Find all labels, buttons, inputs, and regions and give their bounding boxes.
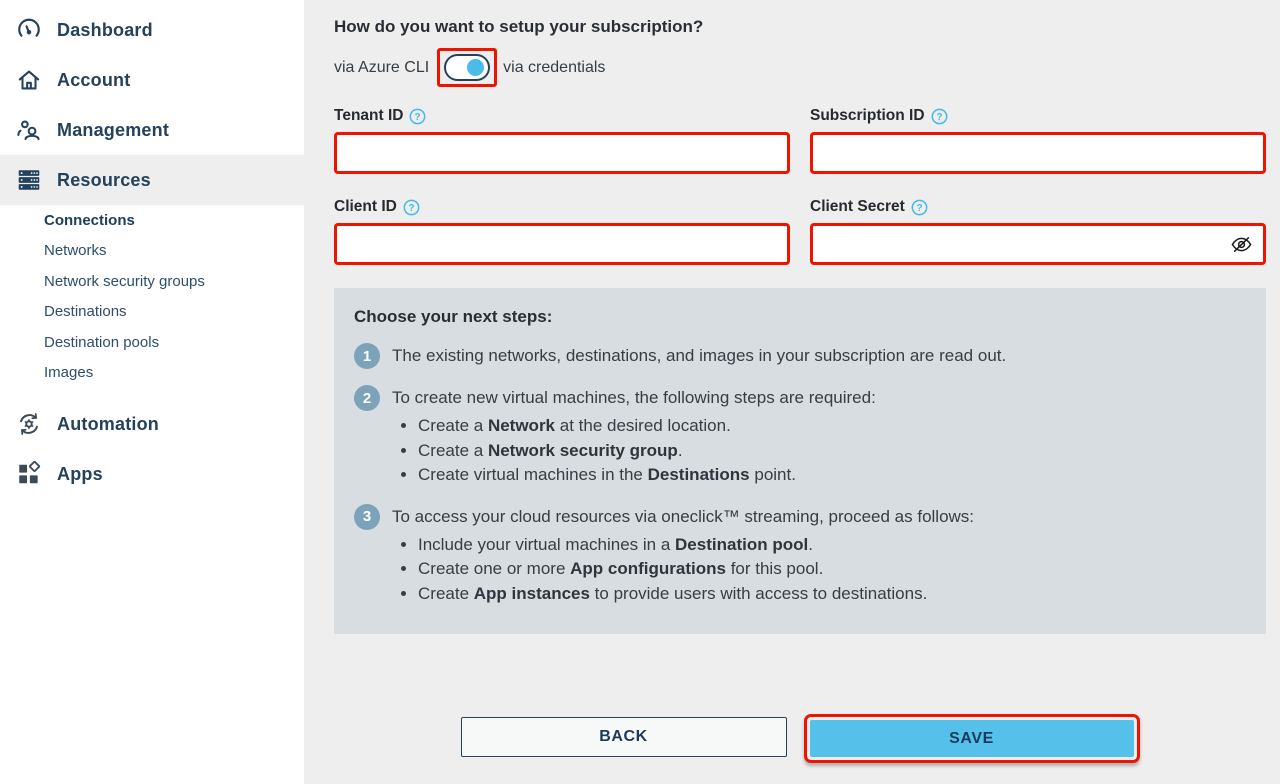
apps-grid-icon bbox=[15, 460, 43, 488]
step-2-body bbox=[392, 385, 876, 488]
sidebar-subitem-networks[interactable]: Networks bbox=[44, 242, 107, 260]
svg-text:?: ? bbox=[414, 111, 421, 123]
subscription-id-field bbox=[810, 107, 1266, 174]
step-number-badge: 2 bbox=[354, 385, 380, 411]
sidebar-nav bbox=[0, 5, 304, 499]
step-2 bbox=[354, 385, 1246, 488]
steps-title: Choose your next steps: bbox=[354, 307, 553, 326]
step-bullet-item: • Include your virtual machines in a Destination pool. bbox=[418, 533, 974, 558]
sidebar-subitem-network-security-groups[interactable]: Network security groups bbox=[44, 272, 205, 290]
steps-list bbox=[354, 343, 1246, 606]
step-1-lead: The existing networks, destinations, and images in your subscription are read out. bbox=[392, 346, 1007, 365]
sidebar-subitem-destinations[interactable]: Destinations bbox=[44, 303, 127, 321]
eye-slash-icon[interactable] bbox=[1229, 232, 1253, 256]
client-secret-input-wrap bbox=[810, 223, 1266, 265]
field-label-text: Subscription ID bbox=[810, 107, 925, 124]
subscription-id-input-wrap bbox=[810, 132, 1266, 174]
gauge-icon bbox=[15, 16, 43, 44]
step-bullet-item: • Create virtual machines in the Destinations point. bbox=[418, 463, 876, 488]
sidebar-item-account[interactable] bbox=[0, 55, 304, 105]
step-bullet-item: • Create a Network at the desired location. bbox=[418, 414, 876, 439]
sidebar-item-resources[interactable] bbox=[0, 155, 304, 205]
next-steps-box bbox=[334, 288, 1266, 634]
save-button[interactable]: SAVE bbox=[810, 720, 1134, 757]
sidebar-item-label: Apps bbox=[57, 463, 103, 484]
client-secret-field bbox=[810, 198, 1266, 265]
question-circle-icon[interactable] bbox=[409, 108, 426, 125]
step-3-bullets bbox=[400, 533, 974, 607]
question-circle-icon[interactable] bbox=[403, 199, 420, 216]
setup-mode-toggle-row bbox=[334, 48, 1266, 87]
highlight-box-toggle bbox=[437, 48, 497, 87]
field-label-text: Tenant ID bbox=[334, 107, 404, 124]
step-1 bbox=[354, 343, 1246, 369]
client-id-label bbox=[334, 198, 790, 216]
tenant-id-input[interactable] bbox=[334, 132, 790, 174]
svg-text:?: ? bbox=[936, 111, 943, 123]
field-label-text: Client ID bbox=[334, 198, 397, 215]
step-bullet-item: • Create a Network security group. bbox=[418, 439, 876, 464]
sidebar-subitem-connections[interactable]: Connections bbox=[44, 211, 135, 229]
sidebar-item-label: Dashboard bbox=[57, 19, 153, 40]
sidebar-item-label: Management bbox=[57, 119, 170, 140]
sidebar-item-label: Resources bbox=[57, 169, 151, 190]
main-content bbox=[304, 0, 1280, 784]
sidebar-item-automation[interactable] bbox=[0, 399, 304, 449]
toggle-left-label: via Azure CLI bbox=[334, 58, 430, 76]
client-id-input[interactable] bbox=[334, 223, 790, 265]
step-2-bullets bbox=[400, 414, 876, 488]
step-2-lead: To create new virtual machines, the following steps are required: bbox=[392, 388, 876, 407]
sidebar-item-dashboard[interactable] bbox=[0, 5, 304, 55]
sidebar-item-management[interactable] bbox=[0, 105, 304, 155]
sidebar-item-label: Account bbox=[57, 69, 131, 90]
tenant-id-field bbox=[334, 107, 790, 174]
server-rack-icon bbox=[15, 166, 43, 194]
question-circle-icon[interactable] bbox=[911, 199, 928, 216]
credentials-form bbox=[334, 107, 1266, 265]
step-bullet-item: • Create one or more App configurations for this pool. bbox=[418, 557, 974, 582]
setup-question: How do you want to setup your subscription? bbox=[334, 17, 704, 36]
field-label-text: Client Secret bbox=[810, 198, 905, 215]
client-id-input-wrap bbox=[334, 223, 790, 265]
back-button[interactable]: BACK bbox=[461, 717, 787, 757]
sidebar bbox=[0, 0, 304, 784]
sidebar-subitem-destination-pools[interactable]: Destination pools bbox=[44, 333, 160, 351]
step-number-badge: 3 bbox=[354, 504, 380, 530]
svg-text:?: ? bbox=[916, 202, 923, 214]
question-circle-icon[interactable] bbox=[931, 108, 948, 125]
sidebar-subnav-resources bbox=[0, 205, 304, 388]
home-icon bbox=[15, 66, 43, 94]
step-3 bbox=[354, 504, 1246, 607]
svg-text:?: ? bbox=[408, 202, 415, 214]
people-icon bbox=[15, 116, 43, 144]
tenant-id-input-wrap bbox=[334, 132, 790, 174]
toggle-right-label: via credentials bbox=[503, 58, 606, 76]
step-1-body bbox=[392, 343, 1006, 369]
client-secret-input[interactable] bbox=[810, 223, 1266, 265]
credentials-toggle[interactable] bbox=[444, 54, 490, 81]
highlight-box-save bbox=[804, 714, 1140, 763]
button-row bbox=[334, 714, 1266, 763]
tenant-id-label bbox=[334, 107, 790, 125]
step-number-badge: 1 bbox=[354, 343, 380, 369]
subscription-id-input[interactable] bbox=[810, 132, 1266, 174]
subscription-id-label bbox=[810, 107, 1266, 125]
client-secret-label bbox=[810, 198, 1266, 216]
step-bullet-item: • Create App instances to provide users with access to destinations. bbox=[418, 582, 974, 607]
sync-gear-icon bbox=[15, 410, 43, 438]
step-3-lead: To access your cloud resources via oneclick™ streaming, proceed as follows: bbox=[392, 506, 975, 526]
client-id-field bbox=[334, 198, 790, 265]
sidebar-item-apps[interactable] bbox=[0, 449, 304, 499]
toggle-knob-icon bbox=[467, 59, 484, 76]
step-3-body bbox=[392, 504, 974, 607]
sidebar-item-label: Automation bbox=[57, 413, 159, 434]
sidebar-subitem-images[interactable]: Images bbox=[44, 364, 94, 382]
